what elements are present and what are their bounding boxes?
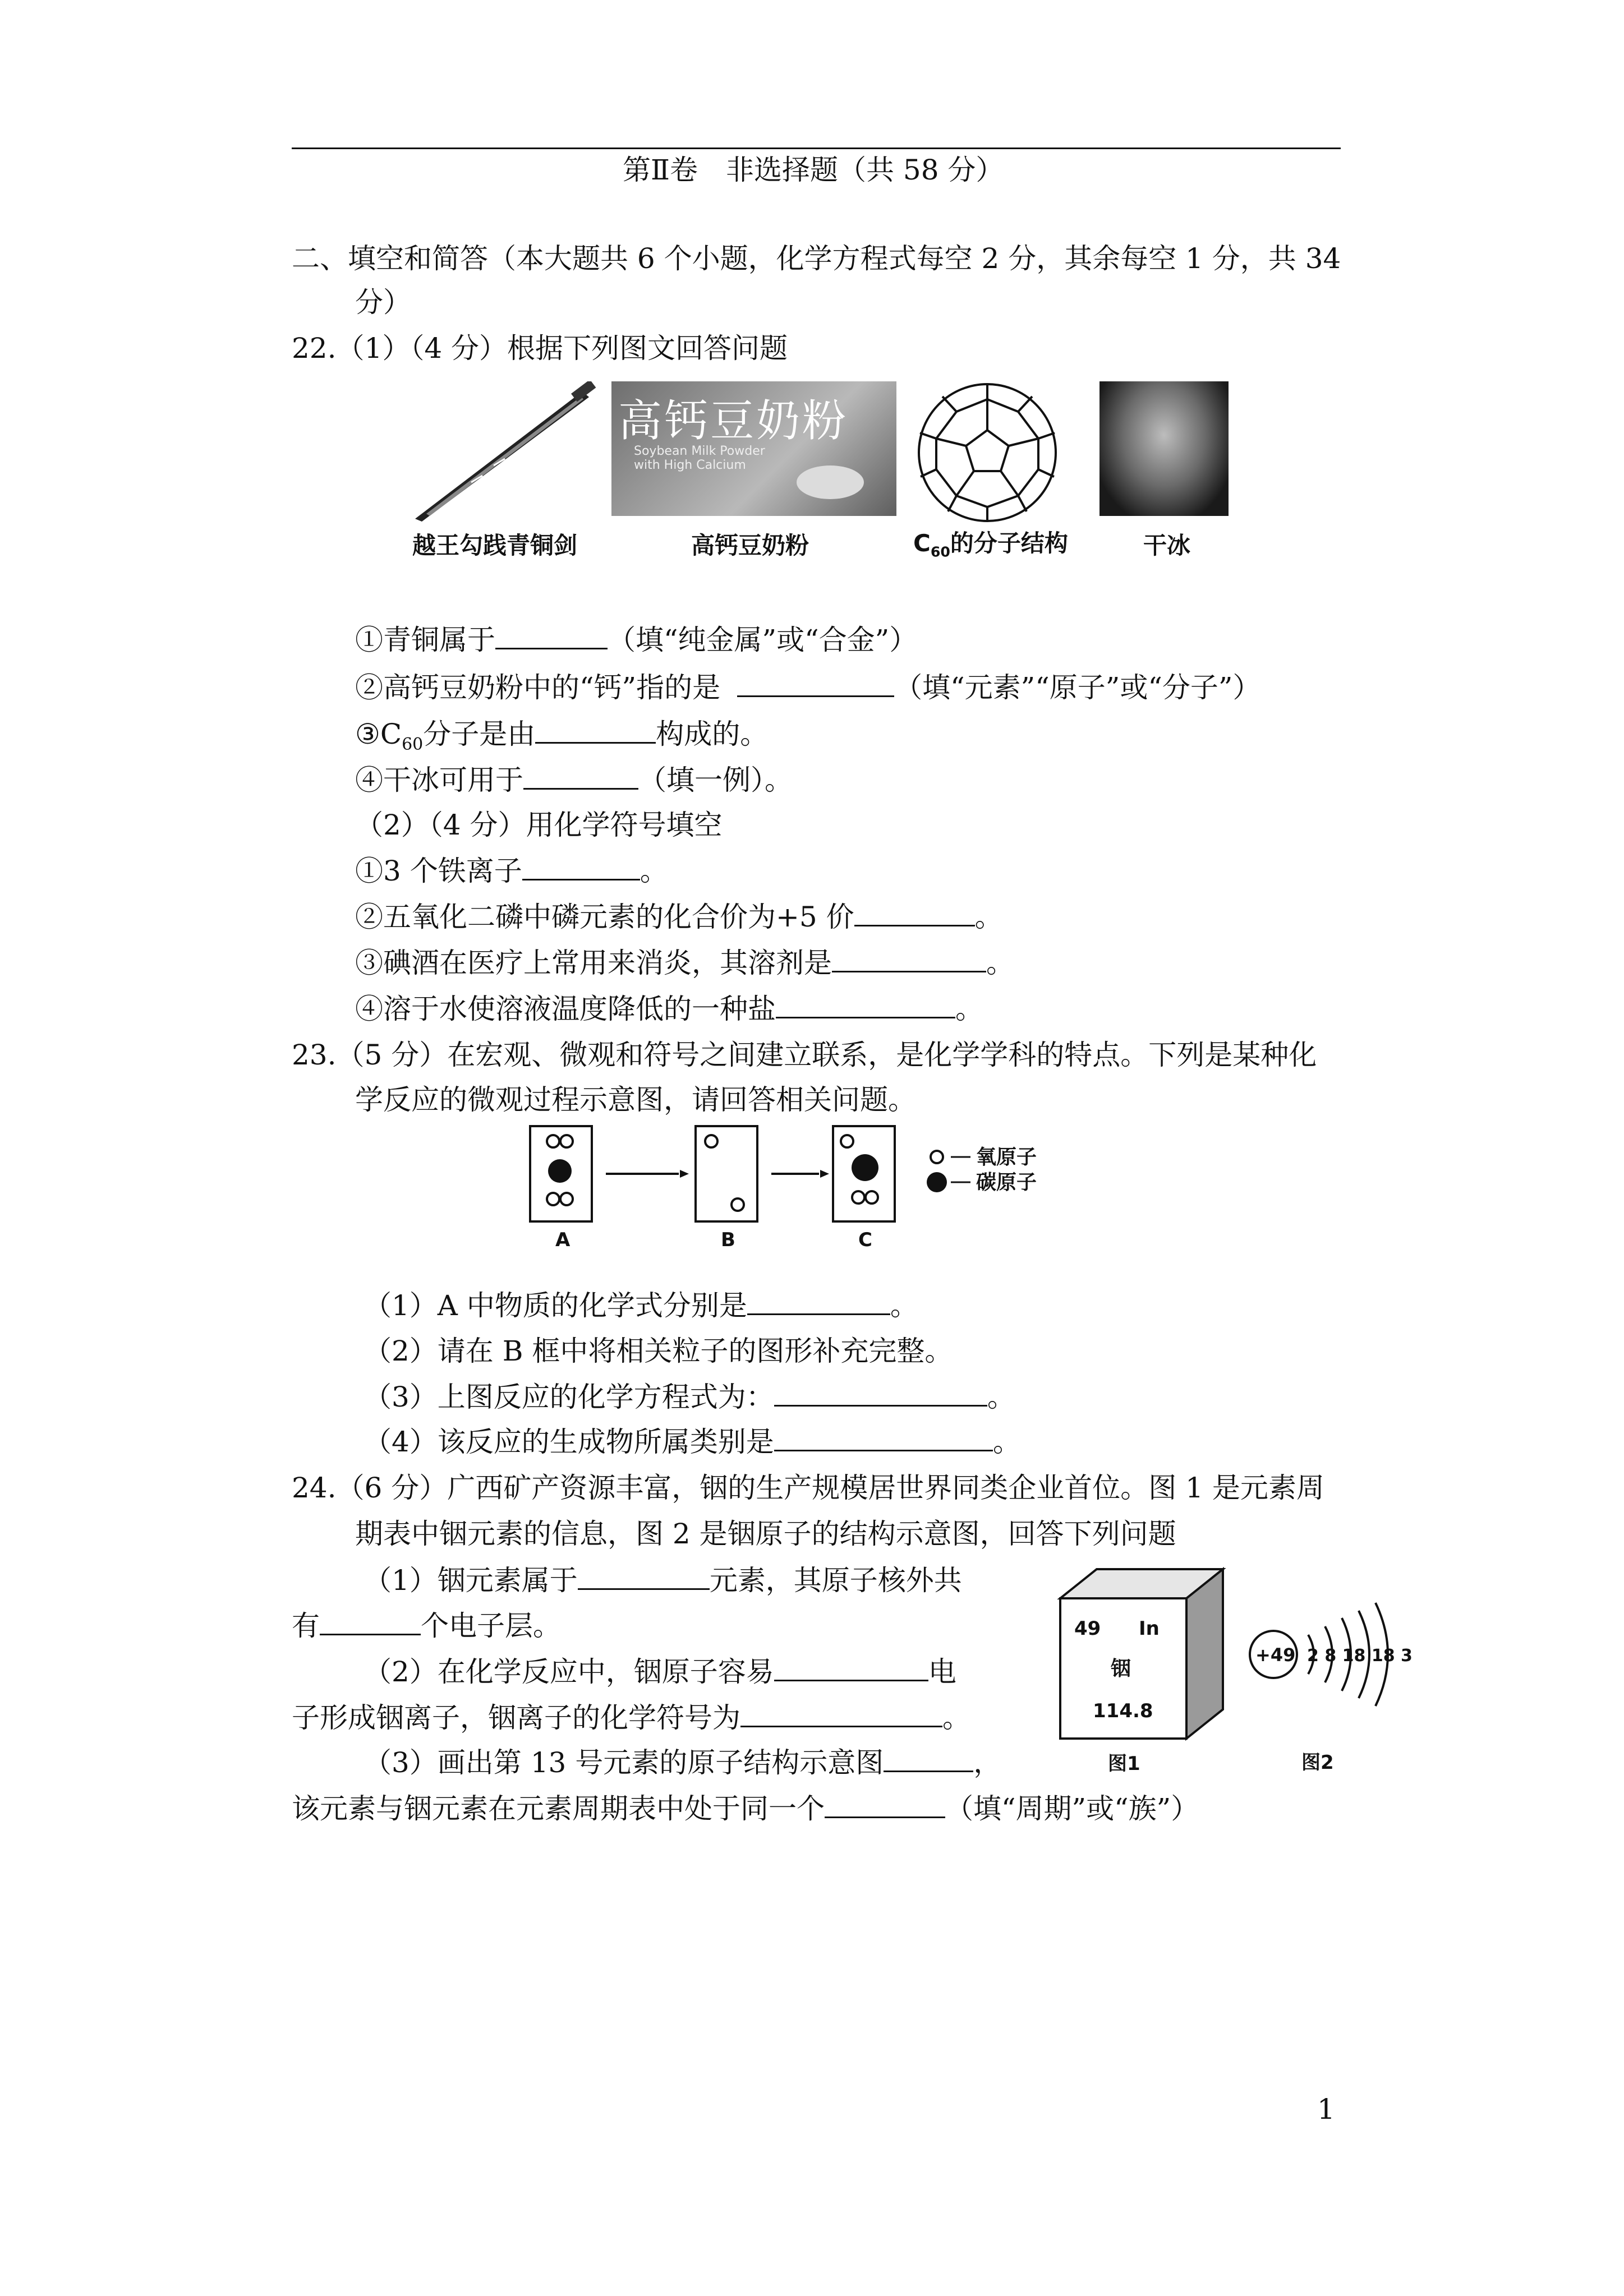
- element-symbol: In: [1139, 1617, 1160, 1640]
- nucleus-charge: +49: [1255, 1644, 1296, 1666]
- q23-s2: （2）请在 B 框中将相关粒子的图形补充完整。: [364, 1335, 953, 1367]
- oxygen-atom: [547, 1135, 559, 1147]
- c60-label: $C_{60}$的分子结构: [913, 529, 1068, 560]
- element-name: 铟: [1111, 1657, 1131, 1680]
- bronze-sword-image: [404, 381, 600, 527]
- q23-s1: （1）A 中物质的化学式分别是 。: [364, 1289, 918, 1322]
- label-c: C: [858, 1229, 872, 1251]
- legend-carbon-label: 碳原子: [976, 1171, 1037, 1194]
- q22-item2: ②高钙豆奶粉中的“钙”指的是 （填“元素”“原子”或“分子”）: [355, 671, 1261, 704]
- c60-image: [912, 377, 1063, 528]
- label-a: A: [555, 1229, 571, 1251]
- indium-element-card: [1055, 1565, 1240, 1778]
- indium-atom-structure: [1245, 1587, 1414, 1772]
- oxygen-atom: [705, 1135, 717, 1147]
- c60-molecule-icon: [919, 384, 1056, 521]
- q22-stem: 22.（1）（4 分）根据下列图文回答问题: [292, 332, 788, 365]
- q22-p2-2: ②五氧化二磷中磷元素的化合价为+5 价 。: [355, 901, 1003, 933]
- q22-item4: ④干冰可用于 （填一例）。: [355, 764, 793, 796]
- package-title: 高钙豆奶粉: [618, 396, 849, 446]
- fig2-caption: 图2: [1301, 1751, 1334, 1772]
- dry-ice-photo-icon: [1099, 381, 1229, 516]
- page-number: 1: [1317, 2093, 1335, 2126]
- section-title: 第Ⅱ卷 非选择题（共 58 分）: [623, 154, 1004, 186]
- q23-s3: （3）上图反应的化学方程式为： 。: [364, 1381, 1015, 1413]
- milk-label: 高钙豆奶粉: [691, 532, 809, 559]
- q23-line1: 23.（5 分）在宏观、微观和符号之间建立联系，是化学学科的特点。下列是某种化: [292, 1039, 1317, 1071]
- atomic-number: 49: [1074, 1617, 1101, 1640]
- oxygen-atom: [560, 1193, 573, 1205]
- reaction-diagram: [522, 1122, 1128, 1251]
- dry-ice-label: 干冰: [1143, 532, 1191, 559]
- oxygen-atom: [547, 1193, 559, 1205]
- q24-s1-line1: （1）铟元素属于 元素，其原子核外共: [364, 1564, 962, 1597]
- milk-powder-image: [611, 381, 896, 516]
- legend-oxygen-label: 氧原子: [976, 1146, 1037, 1169]
- q23-line2: 学反应的微观过程示意图，请回答相关问题。: [355, 1084, 916, 1116]
- atomic-mass: 114.8: [1093, 1700, 1153, 1722]
- q24-line1: 24.（6 分）广西矿产资源丰富，铟的生产规模居世界同类企业首位。图 1 是元素周: [292, 1472, 1324, 1504]
- bronze-sword-icon: [415, 381, 596, 522]
- q24-s1-line2: 有 个电子层。: [292, 1610, 561, 1642]
- carbon-atom: [852, 1154, 878, 1181]
- fig1-caption: 图1: [1108, 1753, 1140, 1775]
- q22-p2-3: ③碘酒在医疗上常用来消炎，其溶剂是 。: [355, 947, 1014, 979]
- q24-s3-line1: （3）画出第 13 号元素的原子结构示意图 ，: [364, 1746, 1002, 1779]
- sword-label: 越王勾践青铜剑: [412, 532, 578, 559]
- q24-s2-line2: 子形成铟离子，铟离子的化学符号为 。: [292, 1702, 970, 1734]
- oxygen-atom: [732, 1198, 744, 1211]
- oxygen-atom: [852, 1191, 864, 1204]
- carbon-atom: [548, 1159, 572, 1183]
- section2-line1: 二、填空和简答（本大题共 6 个小题，化学方程式每空 2 分，其余每空 1 分，共 34: [292, 242, 1341, 275]
- q24-line2: 期表中铟元素的信息，图 2 是铟原子的结构示意图，回答下列问题: [355, 1518, 1176, 1550]
- shell-electrons: 2 8 18 18 3: [1307, 1646, 1413, 1666]
- oxygen-atom: [841, 1135, 853, 1147]
- q22-item3: $③C_{60}$分子是由 构成的。: [355, 718, 769, 754]
- q23-s4: （4）该反应的生成物所属类别是 。: [364, 1426, 1021, 1458]
- q24-s2-line1: （2）在化学反应中，铟原子容易 电: [364, 1656, 956, 1688]
- section2-line2: 分）: [355, 286, 411, 319]
- q22-part2: （2）（4 分）用化学符号填空: [355, 809, 723, 841]
- q22-item1: ①青铜属于 （填“纯金属”或“合金”）: [355, 624, 918, 656]
- label-b: B: [721, 1229, 735, 1251]
- package-subtitle: Soybean Milk Powder with High Calcium: [634, 444, 765, 472]
- legend-oxygen-icon: [931, 1151, 943, 1163]
- q24-s3-line2: 该元素与铟元素在元素周期表中处于同一个 （填“周期”或“族”）: [292, 1792, 1199, 1825]
- q22-p2-1: ①3 个铁离子 。: [355, 855, 668, 887]
- oxygen-atom: [866, 1191, 878, 1204]
- q22-p2-4: ④溶于水使溶液温度降低的一种盐 。: [355, 993, 983, 1025]
- header-rule: [292, 147, 1341, 149]
- oxygen-atom: [560, 1135, 573, 1147]
- legend-carbon-icon: [927, 1172, 947, 1192]
